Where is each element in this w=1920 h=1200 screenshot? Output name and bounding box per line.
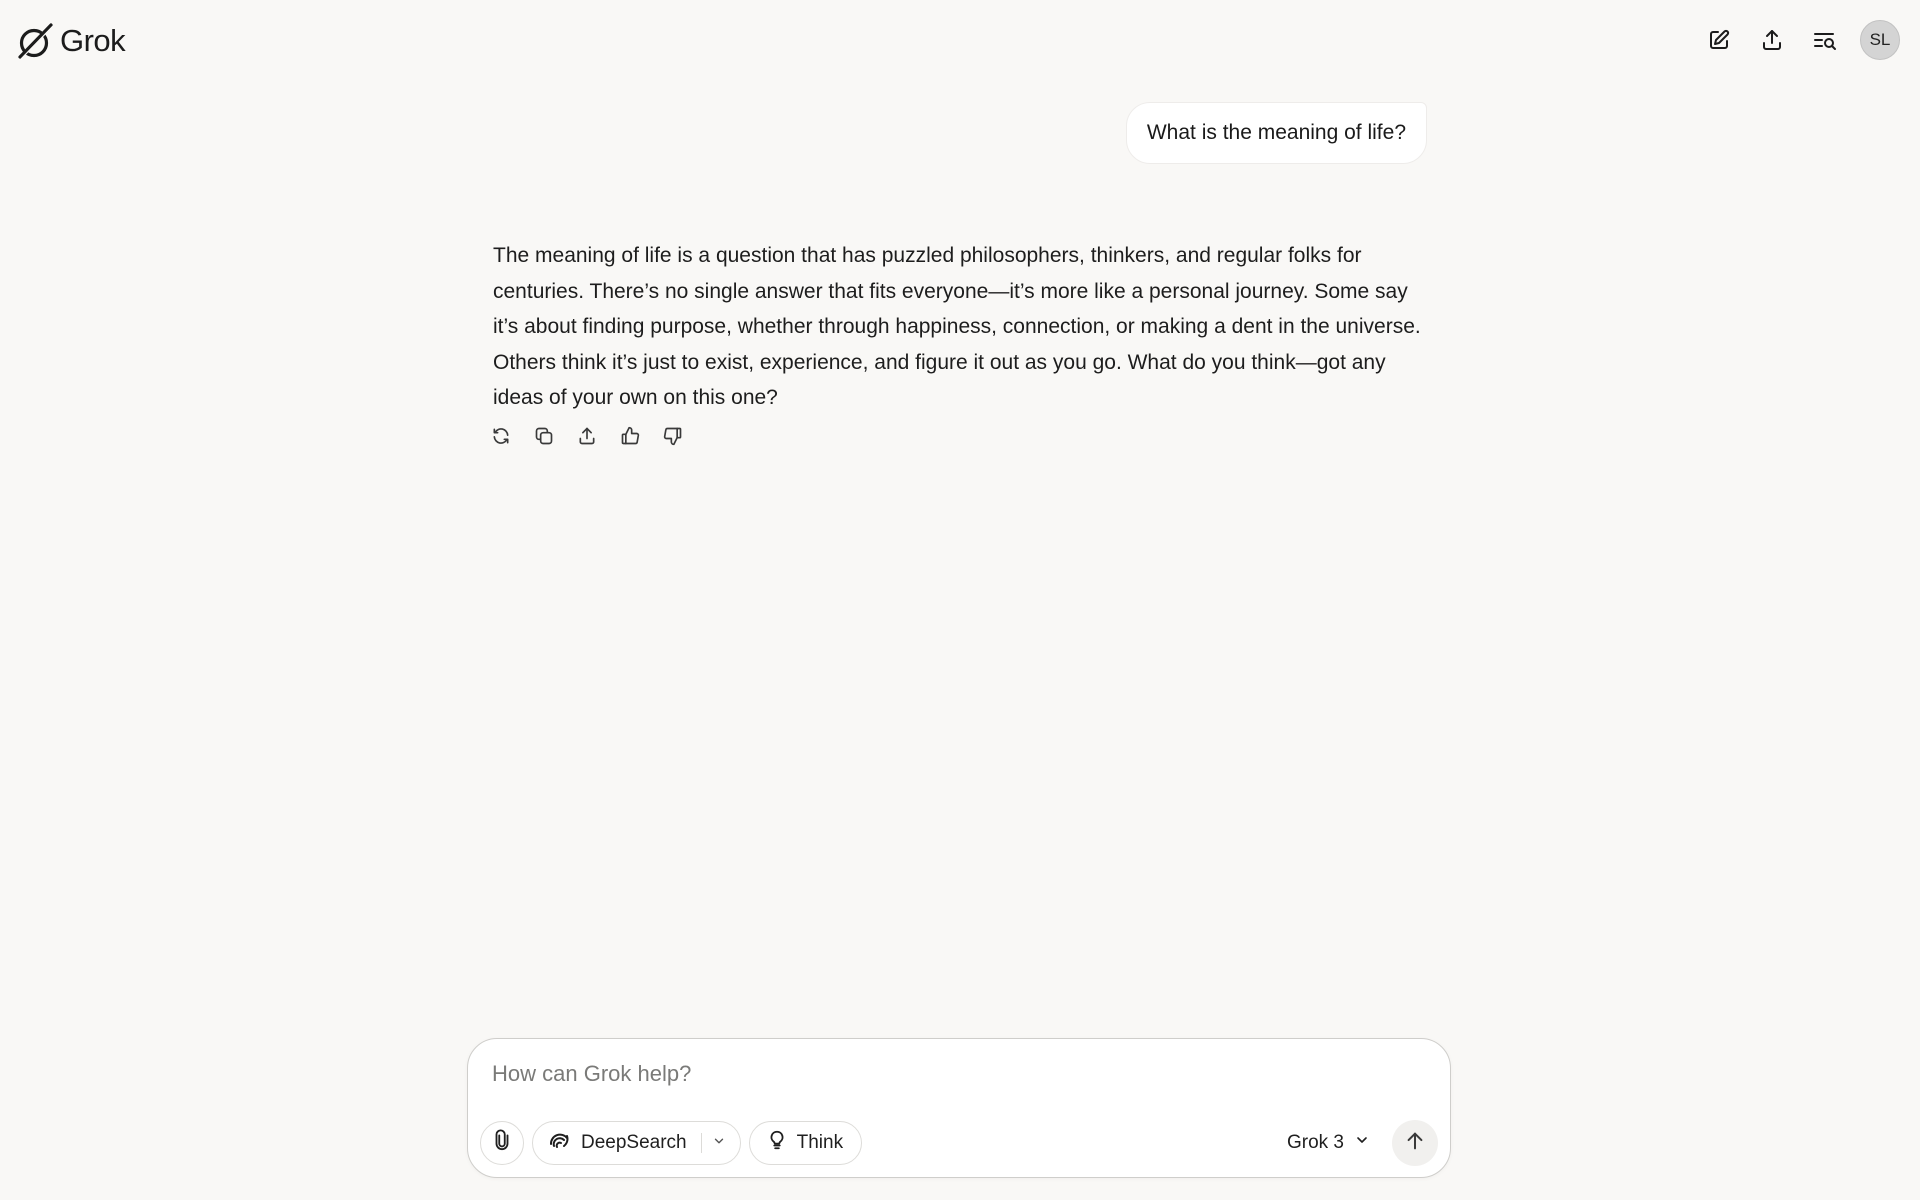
history-search-button[interactable] xyxy=(1805,20,1845,60)
chevron-down-icon xyxy=(1354,1132,1370,1154)
send-button[interactable] xyxy=(1392,1120,1438,1166)
message-actions xyxy=(489,426,685,450)
divider xyxy=(701,1133,702,1153)
thumbs-up-icon xyxy=(620,426,640,451)
thumbs-up-button[interactable] xyxy=(618,426,642,450)
share-button[interactable] xyxy=(1752,20,1792,60)
avatar[interactable]: SL xyxy=(1860,20,1900,60)
lightbulb-icon xyxy=(766,1129,788,1157)
share-icon xyxy=(577,426,597,451)
deepsearch-label: DeepSearch xyxy=(581,1132,687,1153)
grok-logo[interactable] xyxy=(16,20,125,62)
composer-toolbar xyxy=(480,1120,1438,1166)
regenerate-button[interactable] xyxy=(489,426,513,450)
thumbs-down-button[interactable] xyxy=(661,426,685,450)
logo-text: Grok xyxy=(60,23,126,58)
thumbs-down-icon xyxy=(663,426,683,451)
share-icon xyxy=(1760,28,1784,52)
composer xyxy=(467,1038,1451,1178)
think-button[interactable] xyxy=(749,1121,862,1165)
chevron-down-icon[interactable] xyxy=(712,1132,726,1154)
deepsearch-icon xyxy=(547,1128,571,1158)
share-response-button[interactable] xyxy=(575,426,599,450)
copy-button[interactable] xyxy=(532,426,556,450)
attach-button[interactable] xyxy=(480,1121,524,1165)
model-label: Grok 3 xyxy=(1286,1132,1344,1153)
copy-icon xyxy=(534,426,554,451)
new-chat-button[interactable] xyxy=(1699,20,1739,60)
arrow-up-icon xyxy=(1404,1130,1426,1157)
user-message: What is the meaning of life? xyxy=(1126,102,1427,164)
model-selector[interactable] xyxy=(1287,1132,1370,1154)
paperclip-icon xyxy=(491,1129,513,1157)
think-label: Think xyxy=(796,1132,844,1153)
regenerate-icon xyxy=(491,426,511,451)
grok-logo-icon xyxy=(16,21,56,61)
header-actions xyxy=(1699,20,1900,60)
chat-input[interactable] xyxy=(492,1061,1392,1087)
deepsearch-button[interactable] xyxy=(532,1121,741,1165)
search-list-icon xyxy=(1812,28,1838,52)
assistant-message: The meaning of life is a question that has puzzled philosophers, thinkers, and regular folks for centuries. There’s no single answer that fits everyone—it’s more like a personal journey. Some say it’s about finding purpose, whether through happiness, connection, or making a dent in the universe. Others think it’s just to exist, experience, and figure it out as you go. What do you think—got any ideas of your own on this one? xyxy=(493,244,1421,409)
edit-icon xyxy=(1707,28,1731,52)
